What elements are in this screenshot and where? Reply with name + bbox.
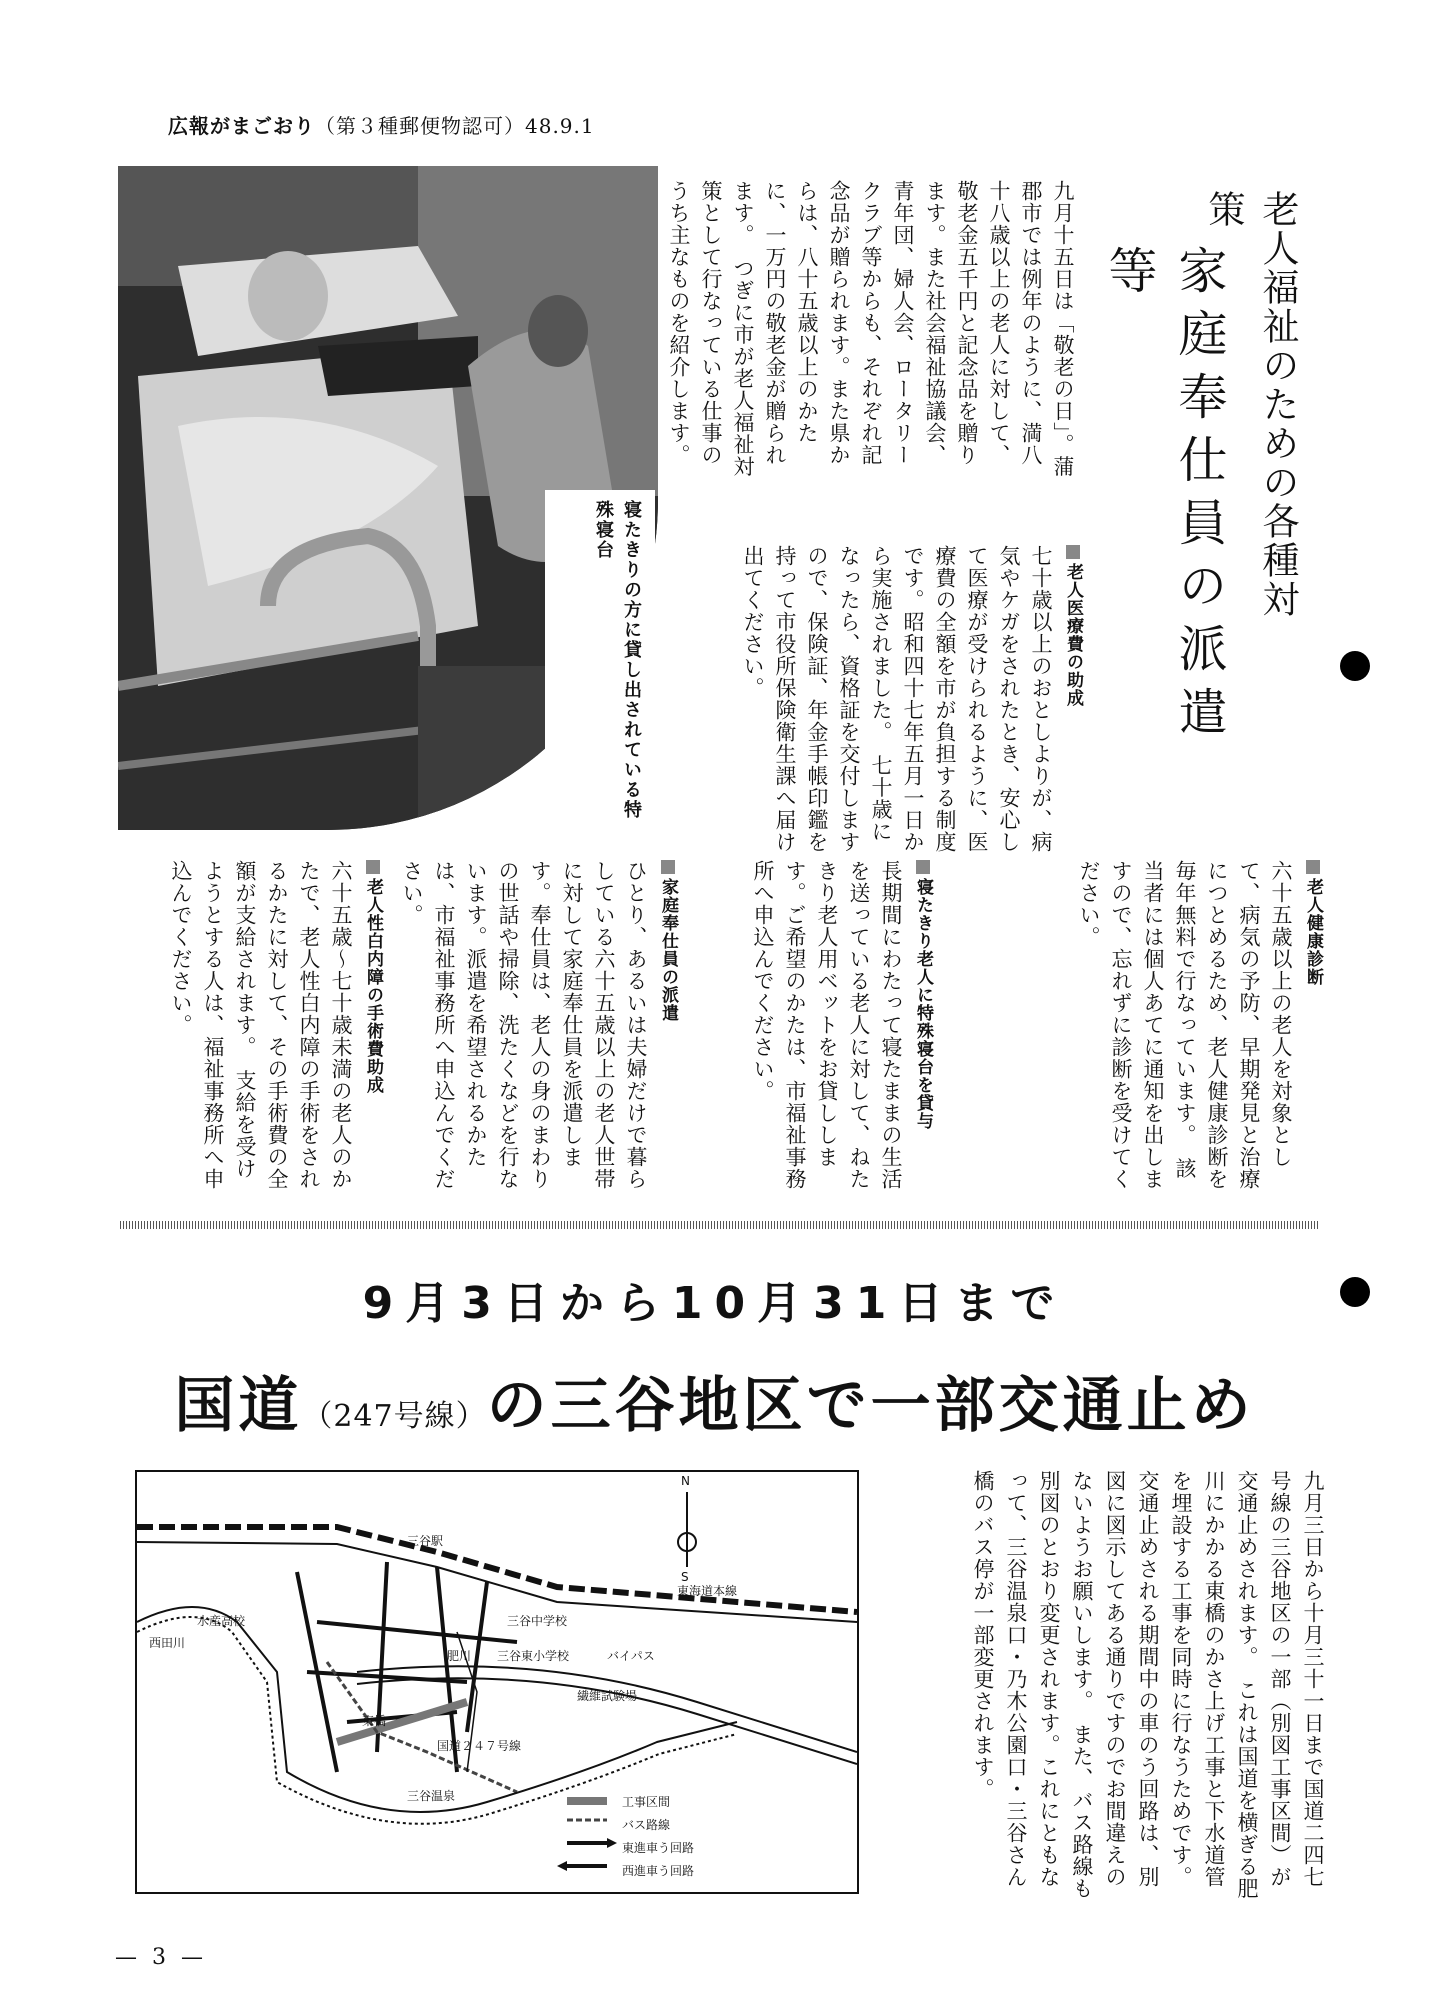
legend-west-detour: 西進車う回路: [622, 1864, 695, 1878]
article1-medical-block: [737, 545, 1089, 855]
bed-body: 長期間にわたって寝たままの生活を送っている老人に対して、ねたきり老人用ベットをお貸しします。ご希望のかたは、市福祉事務所へ申込んでください。: [751, 860, 903, 1190]
section-divider: [120, 1221, 1320, 1229]
photo-caption-box: [545, 490, 655, 820]
cataract-body: 六十五歳～七十歳未満の老人のかたで、老人性白内障の手術をされるかたに対して、その手術費の全額が支給されます。 支給を受けようとする人は、福祉事務所へ申込んでください。: [169, 860, 353, 1190]
compass-north: N: [681, 1474, 690, 1488]
map-label-textile-lab: 繊維試験場: [577, 1689, 638, 1703]
map-label-higashibashi: 東橋: [362, 1714, 387, 1728]
map-label-route247: 国道２４７号線: [437, 1739, 522, 1753]
checkup-body: 六十五歳以上の老人を対象として、病気の予防、早期発見と治療につとめるため、老人健康診断を毎年無料で行なっています。 該当者には個人あてに通知を出しますので、忘れずに診断を受けてください。: [1077, 860, 1293, 1190]
page-header: [168, 110, 595, 139]
publication-info: （第３種郵便物認可）48.9.1: [315, 114, 595, 138]
map-label-onsen: 三谷温泉: [407, 1789, 456, 1803]
closure-date-title: 9月3日から10月31日まで: [362, 1278, 1067, 1329]
bullet-dot-top: [1340, 651, 1370, 681]
closure-map: [135, 1470, 859, 1894]
article1-intro: 九月十五日は「敬老の日」。蒲郡市では例年のように、満八十八歳以上の老人に対して、敬老金五千円と記念品を贈ります。また社会福祉協議会、青年団、婦人会、ロータリークラブ等からも、それぞれ記念品が贈られます。また県からは、八十五歳以上のかたに、一万円の敬老金が贈られます。 つぎに市が老人福祉対策として行なっている仕事のうち主なものを紹介します。: [667, 180, 1075, 478]
bed-heading: 寝たきり老人に特殊寝台を貸与: [913, 860, 933, 1130]
publication-name: 広報がまごおり: [168, 114, 315, 138]
map-drawing: [137, 1472, 857, 1892]
map-label-fisheries-hs: 水産高校: [197, 1614, 246, 1628]
photo-caption: 寝たきりの方に貸し出されている特殊寝台: [593, 500, 642, 820]
map-label-miya-jhs: 三谷中学校: [507, 1614, 568, 1628]
article1-kicker: 老人福祉のための各種対策: [1202, 190, 1299, 619]
legend-east-detour: 東進車う回路: [622, 1841, 695, 1855]
closure-title-a: 国道: [174, 1371, 303, 1441]
page-number: — 3 —: [115, 1945, 207, 1970]
map-label-tokaido: 東海道本線: [677, 1584, 738, 1598]
map-label-miya-east-es: 三谷東小学校: [497, 1649, 570, 1663]
legend-construction: 工事区間: [622, 1795, 671, 1809]
map-label-bypass: バイパス: [607, 1649, 655, 1663]
article1-bed-block: [747, 860, 939, 1200]
map-label-nishida: 西田川: [149, 1636, 186, 1650]
closure-body: 九月三日から十月三十一日まで国道二四七号線の三谷地区の一部（別図工事区間）が交通止めされます。 これは国道を横ぎる肥川にかかる東橋のかさ上げ工事と下水道管を埋設する工事を同時に行なうためです。 交通止めされる期間中の車のう回路は、別図に図示してある通りですのでお間違えのないようお願いします。 また、バス路線も別図のとおり変更されます。これにともなって、三谷温泉口・乃木公園口・三谷さん橋のバス停が一部変更されます。: [971, 1470, 1325, 1900]
closure-title-sub: （247号線）: [302, 1399, 487, 1434]
closure-main-title: [0, 1358, 1429, 1444]
closure-title-b: の三谷地区で一部交通止め: [486, 1371, 1255, 1441]
medical-body: 七十歳以上のおとしよりが、病気やケガをされたとき、安心して医療が受けられるように、医療費の全額を市が負担する制度です。昭和四十七年五月一日から実施されました。 七十歳になったら、資格証を交付しますので、保険証、年金手帳印鑑を持って市役所保険衛生課へ届け出てください。: [741, 545, 1053, 853]
article1-title: 家庭奉仕員の派遣等: [1101, 245, 1228, 749]
helper-heading: 家庭奉仕員の派遣: [658, 860, 678, 1022]
map-label-miya-station: 三谷駅: [407, 1534, 444, 1548]
article1-helper-block: [396, 860, 684, 1200]
checkup-heading: 老人健康診断: [1303, 860, 1323, 986]
article1-checkup-block: [1073, 860, 1329, 1200]
article1-cataract-block: [165, 860, 389, 1200]
legend-bus-route: バス路線: [622, 1818, 671, 1832]
medical-heading: 老人医療費の助成: [1063, 545, 1083, 707]
cataract-heading: 老人性白内障の手術費助成: [363, 860, 383, 1094]
map-label-hikawa: 肥川: [447, 1649, 472, 1663]
helper-body: ひとり、あるいは夫婦だけで暮らしている六十五歳以上の老人世帯に対して家庭奉仕員を派遣します。奉仕員は、老人の身のまわりの世話や掃除、洗たくなどを行ないます。派遣を希望されるかたは、市福祉事務所へ申込んでください。: [400, 860, 648, 1190]
compass-south: S: [681, 1570, 689, 1584]
